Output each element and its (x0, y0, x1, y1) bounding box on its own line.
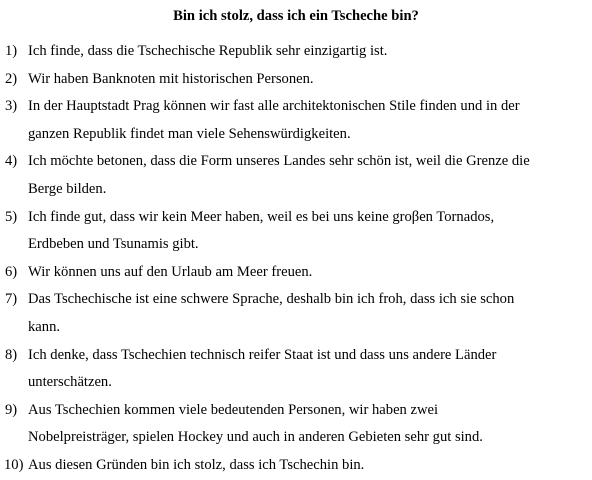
list-item-number: 10) (4, 456, 24, 473)
list-item-line: In der Hauptstadt Prag können wir fast alle architektonischen Stile finden und in der (28, 98, 520, 115)
list-item (0, 286, 592, 341)
list-item-line: Ich denke, dass Tschechien technisch reifer Staat ist und dass uns andere Länder (28, 346, 497, 363)
list-item-text (28, 397, 592, 452)
list-item-line: ganzen Republik findet man viele Sehenswürdigkeiten. (28, 125, 351, 142)
list-item-text (28, 93, 592, 148)
list-item-text (28, 452, 592, 480)
list-item-line: Ich möchte betonen, dass die Form unseres Landes sehr schön ist, weil die Grenze die (28, 153, 530, 170)
list-item (0, 452, 592, 480)
list-item-number: 5) (5, 208, 18, 225)
list-item (0, 342, 592, 397)
list-item-line: Erdbeben und Tsunamis gibt. (28, 236, 199, 253)
list-item (0, 259, 592, 287)
numbered-list (0, 38, 592, 480)
list-item-number: 9) (5, 401, 18, 418)
list-item-text (28, 342, 592, 397)
list-item-number: 6) (5, 263, 18, 280)
list-item-number: 1) (5, 43, 18, 59)
list-item-number: 2) (5, 70, 18, 87)
list-item-line: Wir können uns auf den Urlaub am Meer freuen. (28, 263, 313, 280)
list-item-line: Ich finde gut, dass wir kein Meer haben, weil es bei uns keine groβen Tornados, (28, 208, 495, 225)
list-item (0, 66, 592, 94)
list-item-line: Ich finde, dass die Tschechische Republik sehr einzigartig ist. (28, 43, 388, 59)
list-item (0, 148, 592, 203)
list-item-number: 7) (5, 291, 18, 308)
list-item-line: Wir haben Banknoten mit historischen Personen. (28, 70, 314, 87)
list-item-text (28, 66, 592, 94)
list-item (0, 204, 592, 259)
document-title: Bin ich stolz, dass ich ein Tscheche bin? (173, 8, 419, 24)
list-item-number: 4) (5, 153, 18, 170)
list-item-text (28, 204, 592, 259)
list-item-line: Aus Tschechien kommen viele bedeutenden Personen, wir haben zwei (28, 401, 439, 418)
list-item-text (28, 38, 592, 66)
list-item-line: kann. (28, 318, 61, 335)
list-item-line: Aus diesen Gründen bin ich stolz, dass ich Tschechin bin. (28, 456, 365, 473)
list-item-number: 3) (5, 98, 18, 115)
list-item-text (28, 148, 592, 203)
list-item (0, 397, 592, 452)
list-item-line: Nobelpreisträger, spielen Hockey und auch in anderen Gebieten sehr gut sind. (28, 429, 483, 446)
list-item-text (28, 259, 592, 287)
list-item-line: Das Tschechische ist eine schwere Sprache, deshalb bin ich froh, dass ich sie schon (28, 291, 515, 308)
list-item (0, 93, 592, 148)
list-item-text (28, 286, 592, 341)
list-item (0, 38, 592, 66)
list-item-number: 8) (5, 346, 18, 363)
list-item-line: Berge bilden. (28, 180, 107, 197)
list-item-line: unterschätzen. (28, 374, 112, 391)
